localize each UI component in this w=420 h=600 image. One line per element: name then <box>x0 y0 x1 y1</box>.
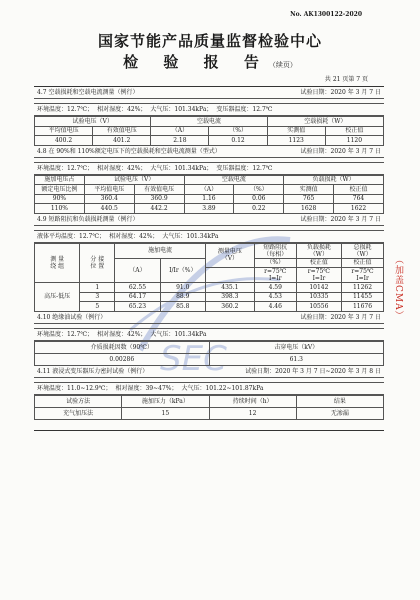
section-4-7-header <box>34 87 384 99</box>
page-info: 共 21 页第 7 页 <box>324 76 368 83</box>
report-sheet <box>34 86 384 431</box>
col-header: 空载电流 <box>184 175 284 185</box>
cell: 1.16 <box>184 194 234 204</box>
col-header: 有效值电压 <box>93 126 151 136</box>
cell: 435.1 <box>205 283 254 293</box>
section-4-8-env <box>34 163 384 175</box>
cell: 11676 <box>342 302 384 312</box>
cell: 442.2 <box>134 204 184 214</box>
col-header: 校正值 <box>334 185 384 195</box>
cell: 无渗漏 <box>296 407 383 419</box>
col-header: I/Ir（%） <box>160 258 205 283</box>
section-4-9-env <box>34 231 384 243</box>
section-4-9-header <box>34 214 384 226</box>
cell: 64.17 <box>115 292 160 302</box>
col-header: 总损耗 （W） <box>342 243 384 258</box>
cell: 0.12 <box>209 136 267 146</box>
section-date: 试验日期：2020 年 3 月 7 日 <box>300 313 381 321</box>
cell: 0.00286 <box>35 353 210 365</box>
cell: 398.3 <box>205 292 254 302</box>
oil-test-table <box>34 341 384 366</box>
col-header: 校正值 <box>342 258 384 268</box>
noload-voltage-table <box>34 175 384 214</box>
col-header: （A） <box>184 185 234 195</box>
col-header: （%） <box>234 185 284 195</box>
col-header: 施加压力（kPa） <box>122 395 209 407</box>
env-transformer-temp: 变压器温度：12.7℃ <box>216 164 273 172</box>
cell: 360.9 <box>134 194 184 204</box>
table-row <box>35 302 384 312</box>
section-4-10-env <box>34 329 384 341</box>
col-header: 试验方法 <box>35 395 122 407</box>
section-title: 4.8 在 90%和 110%额定电压下的空载损耗和空载电流测量（型式） <box>37 147 221 155</box>
cell: 10335 <box>296 292 341 302</box>
impedance-table <box>34 243 384 312</box>
blank-area <box>34 420 384 430</box>
table-row <box>35 292 384 302</box>
col-header: 试验电压（V） <box>84 175 184 185</box>
section-date: 试验日期：2020 年 3 月 7 日~2020 年 3 月 8 日 <box>245 367 381 375</box>
section-4-10-header <box>34 312 384 324</box>
col-header: 实测值 <box>267 126 325 136</box>
section-date: 试验日期：2020 年 3 月 7 日 <box>300 89 381 96</box>
col-header: （%） <box>254 258 296 268</box>
col-header: r=75℃ I=Ir <box>254 268 296 283</box>
col-header: 结果 <box>296 395 383 407</box>
col-header: （%） <box>209 126 267 136</box>
table-row <box>35 194 384 204</box>
col-header: 校正值 <box>325 126 383 136</box>
cell: 1622 <box>334 204 384 214</box>
col-header: 短路阻抗 （每相） <box>254 243 296 258</box>
section-4-8-header <box>34 146 384 158</box>
section-4-7-env <box>34 104 384 116</box>
cell: 360.2 <box>205 302 254 312</box>
col-header: 校正值 <box>296 258 341 268</box>
col-header: 空载损耗（W） <box>267 117 383 127</box>
cell: 360.4 <box>84 194 134 204</box>
cell: 765 <box>284 194 334 204</box>
cell: 61.3 <box>209 353 384 365</box>
winding-group-cell: 高压-低压 <box>35 283 80 312</box>
cell: 62.55 <box>115 283 160 293</box>
col-header: 实测值 <box>284 185 334 195</box>
cell: 88.9 <box>160 292 205 302</box>
col-header: 平均值电压 <box>35 126 93 136</box>
section-4-11-env <box>34 383 384 395</box>
env-humidity: 相对湿度：39~47%； <box>115 384 178 392</box>
cell: 3.89 <box>184 204 234 214</box>
env-pressure: 大气压：101.22~101.87kPa <box>181 384 264 392</box>
cell: 764 <box>334 194 384 204</box>
cell: 2.18 <box>151 136 209 146</box>
col-header: 有效值电压 <box>134 185 184 195</box>
pressure-seal-table <box>34 395 384 420</box>
env-humidity: 相对湿度：42%； <box>97 106 147 113</box>
cell: 91.0 <box>160 283 205 293</box>
env-temp: 环境温度：12.7℃； <box>37 164 94 172</box>
col-header: 分 接 位 置 <box>80 243 115 283</box>
col-header: （A） <box>151 126 209 136</box>
env-humidity: 相对湿度：42%； <box>97 164 147 172</box>
report-number: No. AK1300122-2020 <box>290 11 362 18</box>
env-humidity: 相对湿度：42%； <box>109 232 159 240</box>
cell: 4.53 <box>254 292 296 302</box>
cell: 0.22 <box>234 204 284 214</box>
cell: 4.59 <box>254 283 296 293</box>
env-pressure: 大气压：101.34kPa <box>150 330 207 338</box>
env-transformer-temp: 变压器温度：12.7℃ <box>216 106 273 113</box>
report-title-text: 检 验 报 告 <box>123 53 269 71</box>
section-title: 4.11 液浸式变压器压力密封试验（例行） <box>37 367 149 375</box>
cell: 充气加压法 <box>35 407 122 419</box>
table-row <box>35 204 384 214</box>
report-org-title: 国家节能产品质量监督检验中心 <box>97 32 322 50</box>
col-header: r=75℃ I=Ir <box>296 268 341 283</box>
report-title <box>0 51 420 72</box>
section-title: 4.10 绝缘油试验（例行） <box>37 313 107 321</box>
col-header: 额定电压比例 <box>35 185 85 195</box>
cell: 0.06 <box>234 194 284 204</box>
table-row <box>35 136 384 146</box>
env-pressure: 大气压：101.34kPa； <box>150 106 213 113</box>
cell: 12 <box>209 407 296 419</box>
col-header: 负载损耗 （W） <box>296 243 341 258</box>
noload-table <box>34 116 384 146</box>
col-header: 负载损耗（W） <box>284 175 384 185</box>
cell: 401.2 <box>93 136 151 146</box>
table-row <box>35 407 384 419</box>
section-4-11-header <box>34 366 384 378</box>
section-date: 试验日期：2020 年 3 月 7 日 <box>300 215 381 223</box>
cell: 440.5 <box>84 204 134 214</box>
col-header: 试验电压（V） <box>35 117 151 127</box>
table-row <box>35 283 384 293</box>
col-header <box>205 268 254 283</box>
cell: 90% <box>35 194 85 204</box>
cell: 10142 <box>296 283 341 293</box>
env-pressure: 大气压：101.34kPa； <box>150 164 213 172</box>
section-title: 4.7 空载损耗和空载电流测量（例行） <box>37 89 139 96</box>
col-header: （A） <box>115 258 160 283</box>
env-temp: 环境温度：12.7℃； <box>37 106 94 113</box>
col-header: 施加电压占 <box>35 175 85 185</box>
cell: 65.23 <box>115 302 160 312</box>
cell: 10556 <box>296 302 341 312</box>
col-header: 击穿电压（kV） <box>209 341 384 353</box>
env-temp: 环境温度：12.7℃； <box>37 330 94 338</box>
col-header: 测 量 绕 组 <box>35 243 80 283</box>
cell: 11455 <box>342 292 384 302</box>
cell: 1628 <box>284 204 334 214</box>
cell: 1 <box>80 283 115 293</box>
cell: 85.8 <box>160 302 205 312</box>
cell: 15 <box>122 407 209 419</box>
svg-text:SEC: SEC <box>160 339 227 379</box>
cell: 5 <box>80 302 115 312</box>
cell: 1120 <box>325 136 383 146</box>
env-pressure: 大气压：101.34kPa <box>162 232 219 240</box>
col-header: 介质损耗因数（90℃） <box>35 341 210 353</box>
col-header: 施加电流 <box>115 243 206 258</box>
col-header: 持续时间（h） <box>209 395 296 407</box>
env-temp: 液体平均温度：12.7℃； <box>37 232 106 240</box>
cell: 1123 <box>267 136 325 146</box>
section-date: 试验日期：2020 年 3 月 7 日 <box>300 147 381 155</box>
env-temp: 环境温度：11.0~12.9℃； <box>37 384 112 392</box>
cell: 110% <box>35 204 85 214</box>
col-header: 平均值电压 <box>84 185 134 195</box>
cell: 11262 <box>342 283 384 293</box>
side-stamp-mark: （加盖CMA） <box>393 255 403 321</box>
env-humidity: 相对湿度：42%； <box>97 330 147 338</box>
col-header: 空载电流 <box>151 117 267 127</box>
section-title: 4.9 短路阻抗和负载损耗测量（例行） <box>37 215 139 223</box>
col-header: r=75℃ I=Ir <box>342 268 384 283</box>
table-row <box>35 353 384 365</box>
cell: 3 <box>80 292 115 302</box>
col-header: 测量电压 （V） <box>205 243 254 268</box>
cell: 400.2 <box>35 136 93 146</box>
cell: 4.46 <box>254 302 296 312</box>
continued-label: （续页） <box>268 61 297 69</box>
